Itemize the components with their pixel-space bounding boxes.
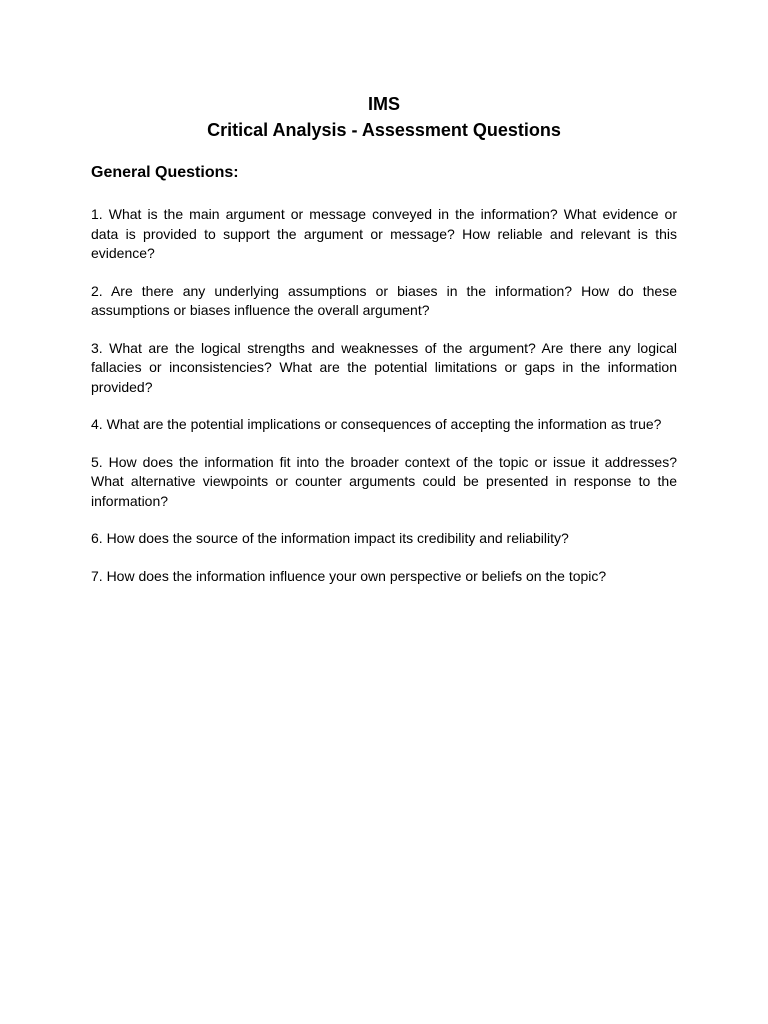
question-item: 6. How does the source of the information impact its credibility and reliability? <box>91 530 569 546</box>
section-heading: General Questions: <box>91 164 239 181</box>
document-subtitle: Critical Analysis - Assessment Questions <box>207 120 561 140</box>
question-item: 4. What are the potential implications or consequences of accepting the information as true? <box>91 416 662 432</box>
question-item: 1. What is the main argument or message conveyed in the information? What evidence or data is provided to support the argument or message? How reliable and relevant is this evidence? <box>91 206 677 261</box>
question-item: 3. What are the logical strengths and weaknesses of the argument? Are there any logical fallacies or inconsistencies? What are the potential limitations or gaps in the information provided? <box>91 339 677 395</box>
document-title: IMS <box>367 94 400 114</box>
question-item: 5. How does the information fit into the broader context of the topic or issue it addresses? What alternative viewpoints or counter arguments could be presented in response to the information? <box>91 453 677 509</box>
question-item: 2. Are there any underlying assumptions or biases in the information? How do these assumptions or biases influence the overall argument? <box>91 282 677 318</box>
question-list <box>91 205 677 604</box>
question-item: 7. How does the information influence your own perspective or beliefs on the topic? <box>91 567 607 584</box>
